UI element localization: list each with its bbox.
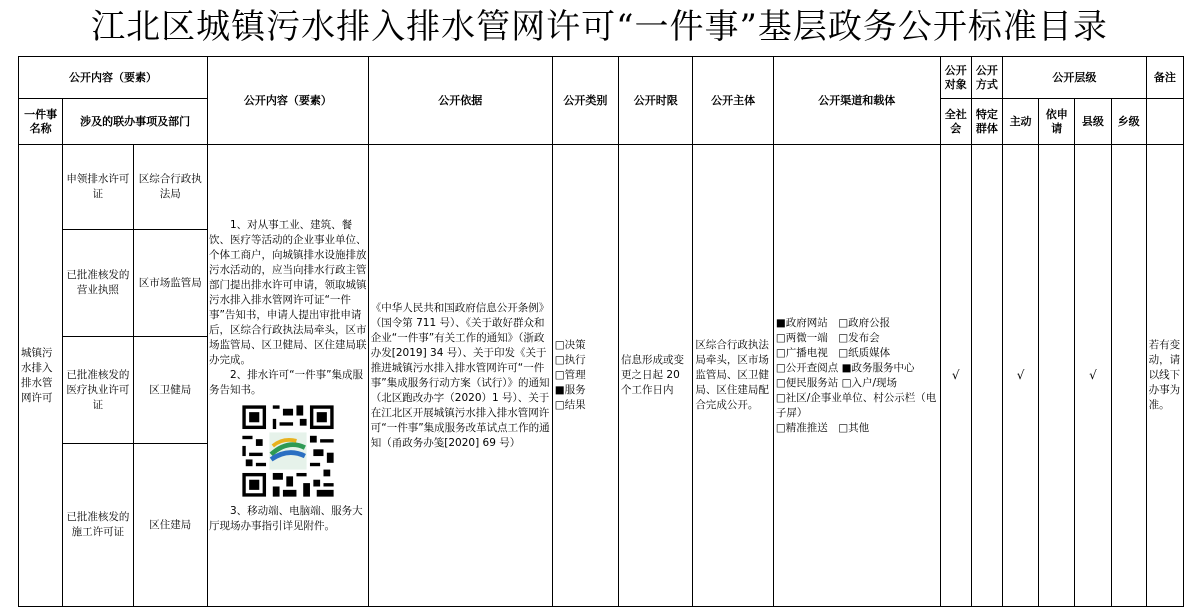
basis-text: 《中华人民共和国政府信息公开条例》（国令第 711 号）、《关于敢好群众和企业“一件事”有关工作的通知》（浙政办发[2019] 34 号）、关于印发《关于推进城镇污水排入排水管网许可“一件事”集成服务行动方案（试行）》的通知（北区跑改办字（2020）1 号）、关于在江北区开展城镇污水排入排水管网许可“一件事”集成服务改革试点工作的通知（甬政务办笺[2020] 69 号） xyxy=(368,145,552,607)
header-township: 乡级 xyxy=(1111,99,1146,145)
header-active: 主动 xyxy=(1002,99,1038,145)
header-one-thing-name: 一件事名称 xyxy=(19,99,63,145)
township-check xyxy=(1111,145,1146,607)
header-on-request: 依申请 xyxy=(1039,99,1075,145)
linked-item: 申领排水许可证 xyxy=(63,145,133,230)
header-level: 公开层级 xyxy=(1002,57,1146,99)
header-time-limit: 公开时限 xyxy=(619,57,693,145)
remarks-text: 若有变动，请以线下办事为准。 xyxy=(1146,145,1183,607)
linked-item: 已批准核发的医疗执业许可证 xyxy=(63,337,133,444)
time-limit-text: 信息形成或变更之日起 20 个工作日内 xyxy=(619,145,693,607)
header-row-1 xyxy=(19,57,1184,99)
specific-group-check xyxy=(971,145,1002,607)
on-request-check xyxy=(1039,145,1075,607)
header-content-elements-2: 公开内容（要素） xyxy=(207,57,368,145)
table-row xyxy=(19,145,1184,230)
active-check: √ xyxy=(1002,145,1038,607)
linked-dept: 区市场监管局 xyxy=(133,230,207,337)
header-channels: 公开渠道和载体 xyxy=(773,57,940,145)
header-remarks: 备注 xyxy=(1146,57,1183,99)
header-specific-group: 特定群体 xyxy=(971,99,1002,145)
county-check: √ xyxy=(1075,145,1111,607)
one-thing-name: 城镇污水排入排水管网许可 xyxy=(19,145,63,607)
content-text-bottom: 3、移动端、电脑端、服务大厅现场办事指引详见附件。 xyxy=(208,504,363,532)
linked-item: 已批准核发的营业执照 xyxy=(63,230,133,337)
category-list: □决策 □执行 □管理 ■服务 □结果 xyxy=(552,145,618,607)
header-target: 公开对象 xyxy=(940,57,971,99)
header-blank xyxy=(1146,99,1183,145)
disclosure-table xyxy=(18,56,1184,607)
header-county: 县级 xyxy=(1075,99,1111,145)
header-category: 公开类别 xyxy=(552,57,618,145)
page-title: 江北区城镇污水排入排水管网许可“一件事”基层政务公开标准目录 xyxy=(91,7,1108,47)
header-content-elements: 公开内容（要素） xyxy=(19,57,208,99)
header-whole-society: 全社会 xyxy=(940,99,971,145)
channels-list: ■政府网站 □政府公报 □两微一端 □发布会 □广播电视 □纸质媒体 □公开查阅点 ■政务服务中心 □便民服务站 □入户/现场 □社区/企事业单位、村公示栏（电子屏） □精准推送 □其他 xyxy=(773,145,940,607)
linked-dept: 区住建局 xyxy=(133,444,207,607)
whole-society-check: √ xyxy=(940,145,971,607)
header-linked-items: 涉及的联办事项及部门 xyxy=(63,99,208,145)
header-subject: 公开主体 xyxy=(693,57,773,145)
content-cell xyxy=(207,145,368,607)
header-method: 公开方式 xyxy=(971,57,1002,99)
linked-dept: 区综合行政执法局 xyxy=(133,145,207,230)
subject-text: 区综合行政执法局牵头，区市场监管局、区卫健局、区住建局配合完成公开。 xyxy=(693,145,773,607)
content-text-top: 1、对从事工业、建筑、餐饮、医疗等活动的企业事业单位、个体工商户，向城镇排水设施排放污水活动的，应当向排水行政主管部门提出排水许可申请，领取城镇污水排入排水管网许可证“一件事”告知书，申请人提出审批申请后，区综合行政执法局牵头，区市场监管局、区卫健局、区住建局联办完成。 2、排水许可“一件事”集成服务告知书。 xyxy=(208,218,367,396)
linked-item: 已批准核发的施工许可证 xyxy=(63,444,133,607)
qr-code-icon xyxy=(239,402,337,500)
header-basis: 公开依据 xyxy=(368,57,552,145)
linked-dept: 区卫健局 xyxy=(133,337,207,444)
